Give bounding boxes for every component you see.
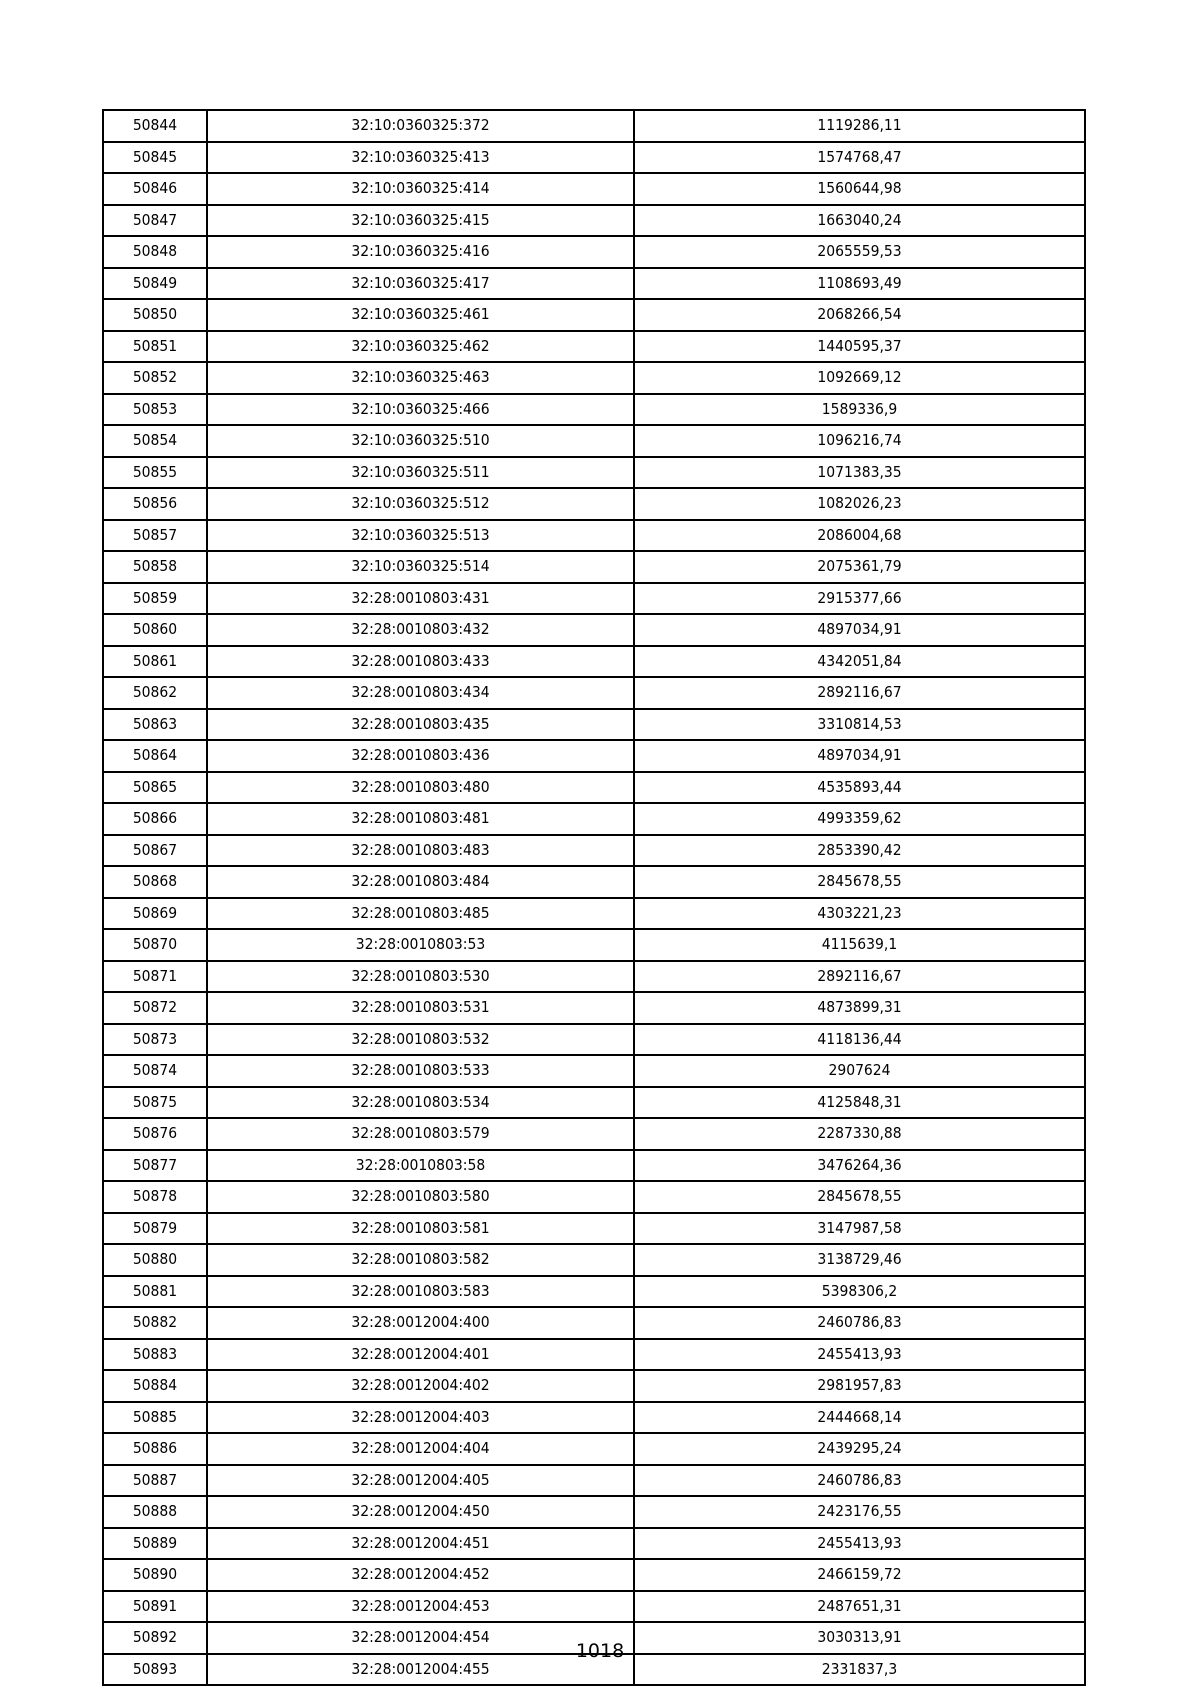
cadastral-number-cell: 32:28:0010803:433 [207, 646, 634, 678]
cadastral-number-cell: 32:10:0360325:463 [207, 362, 634, 394]
table-row [103, 173, 1085, 205]
cadastral-number-cell: 32:28:0010803:532 [207, 1024, 634, 1056]
cadastral-number-cell: 32:28:0010803:533 [207, 1055, 634, 1087]
value-cell: 2460786,83 [634, 1465, 1085, 1497]
table-row [103, 961, 1085, 993]
value-cell: 2907624 [634, 1055, 1085, 1087]
row-number-cell: 50866 [103, 803, 207, 835]
table-row [103, 772, 1085, 804]
value-cell: 4535893,44 [634, 772, 1085, 804]
row-number-cell: 50844 [103, 110, 207, 142]
cadastral-number-cell: 32:28:0012004:402 [207, 1370, 634, 1402]
value-cell: 4118136,44 [634, 1024, 1085, 1056]
cadastral-number-cell: 32:28:0012004:451 [207, 1528, 634, 1560]
table-row [103, 1087, 1085, 1119]
cadastral-number-cell: 32:28:0012004:453 [207, 1591, 634, 1623]
row-number-cell: 50890 [103, 1559, 207, 1591]
value-cell: 3138729,46 [634, 1244, 1085, 1276]
table-row [103, 1118, 1085, 1150]
value-cell: 2455413,93 [634, 1528, 1085, 1560]
value-cell: 2423176,55 [634, 1496, 1085, 1528]
table-row [103, 520, 1085, 552]
cadastral-number-cell: 32:10:0360325:372 [207, 110, 634, 142]
table-row [103, 1465, 1085, 1497]
row-number-cell: 50892 [103, 1622, 207, 1654]
cadastral-number-cell: 32:28:0010803:436 [207, 740, 634, 772]
cadastral-number-cell: 32:10:0360325:461 [207, 299, 634, 331]
table-row [103, 425, 1085, 457]
cadastral-number-cell: 32:28:0010803:581 [207, 1213, 634, 1245]
value-cell: 2892116,67 [634, 677, 1085, 709]
value-cell: 1589336,9 [634, 394, 1085, 426]
table-row [103, 299, 1085, 331]
table-row [103, 236, 1085, 268]
cadastral-number-cell: 32:10:0360325:510 [207, 425, 634, 457]
table-row [103, 142, 1085, 174]
cadastral-number-cell: 32:28:0010803:583 [207, 1276, 634, 1308]
table-body [103, 110, 1085, 1685]
value-cell: 2086004,68 [634, 520, 1085, 552]
value-cell: 4873899,31 [634, 992, 1085, 1024]
table-row [103, 614, 1085, 646]
table-row [103, 898, 1085, 930]
row-number-cell: 50863 [103, 709, 207, 741]
cadastral-number-cell: 32:10:0360325:513 [207, 520, 634, 552]
row-number-cell: 50845 [103, 142, 207, 174]
value-cell: 5398306,2 [634, 1276, 1085, 1308]
row-number-cell: 50848 [103, 236, 207, 268]
row-number-cell: 50877 [103, 1150, 207, 1182]
row-number-cell: 50849 [103, 268, 207, 300]
table-row [103, 1307, 1085, 1339]
row-number-cell: 50857 [103, 520, 207, 552]
table-row [103, 268, 1085, 300]
value-cell: 1092669,12 [634, 362, 1085, 394]
row-number-cell: 50873 [103, 1024, 207, 1056]
table-row [103, 331, 1085, 363]
cadastral-number-cell: 32:28:0010803:534 [207, 1087, 634, 1119]
row-number-cell: 50874 [103, 1055, 207, 1087]
cadastral-number-cell: 32:10:0360325:466 [207, 394, 634, 426]
cadastral-number-cell: 32:28:0010803:431 [207, 583, 634, 615]
cadastral-number-cell: 32:28:0012004:400 [207, 1307, 634, 1339]
cadastral-number-cell: 32:28:0010803:580 [207, 1181, 634, 1213]
table-row [103, 457, 1085, 489]
row-number-cell: 50880 [103, 1244, 207, 1276]
table-row [103, 929, 1085, 961]
row-number-cell: 50865 [103, 772, 207, 804]
row-number-cell: 50852 [103, 362, 207, 394]
row-number-cell: 50876 [103, 1118, 207, 1150]
row-number-cell: 50869 [103, 898, 207, 930]
value-cell: 2065559,53 [634, 236, 1085, 268]
cadastral-number-cell: 32:28:0010803:58 [207, 1150, 634, 1182]
table-row [103, 583, 1085, 615]
value-cell: 1108693,49 [634, 268, 1085, 300]
table-row [103, 709, 1085, 741]
table-row [103, 646, 1085, 678]
value-cell: 1082026,23 [634, 488, 1085, 520]
row-number-cell: 50850 [103, 299, 207, 331]
value-cell: 3310814,53 [634, 709, 1085, 741]
value-cell: 2845678,55 [634, 1181, 1085, 1213]
row-number-cell: 50855 [103, 457, 207, 489]
value-cell: 1574768,47 [634, 142, 1085, 174]
table-row [103, 1433, 1085, 1465]
cadastral-number-cell: 32:28:0010803:484 [207, 866, 634, 898]
value-cell: 4115639,1 [634, 929, 1085, 961]
cadastral-number-cell: 32:28:0010803:435 [207, 709, 634, 741]
value-cell: 1560644,98 [634, 173, 1085, 205]
table-row [103, 677, 1085, 709]
row-number-cell: 50885 [103, 1402, 207, 1434]
cadastral-number-cell: 32:10:0360325:462 [207, 331, 634, 363]
value-cell: 1119286,11 [634, 110, 1085, 142]
cadastral-number-cell: 32:28:0010803:485 [207, 898, 634, 930]
cadastral-number-cell: 32:28:0012004:454 [207, 1622, 634, 1654]
cadastral-number-cell: 32:10:0360325:413 [207, 142, 634, 174]
cadastral-number-cell: 32:10:0360325:512 [207, 488, 634, 520]
row-number-cell: 50887 [103, 1465, 207, 1497]
row-number-cell: 50881 [103, 1276, 207, 1308]
table-row [103, 1213, 1085, 1245]
cadastral-number-cell: 32:28:0012004:452 [207, 1559, 634, 1591]
row-number-cell: 50878 [103, 1181, 207, 1213]
cadastral-number-cell: 32:28:0010803:481 [207, 803, 634, 835]
cadastral-number-cell: 32:28:0010803:531 [207, 992, 634, 1024]
cadastral-number-cell: 32:10:0360325:415 [207, 205, 634, 237]
cadastral-number-cell: 32:28:0012004:405 [207, 1465, 634, 1497]
value-cell: 2892116,67 [634, 961, 1085, 993]
row-number-cell: 50886 [103, 1433, 207, 1465]
table-row [103, 1528, 1085, 1560]
cadastral-number-cell: 32:28:0012004:450 [207, 1496, 634, 1528]
table-row [103, 992, 1085, 1024]
value-cell: 3030313,91 [634, 1622, 1085, 1654]
table-row [103, 1024, 1085, 1056]
table-row [103, 1496, 1085, 1528]
value-cell: 1440595,37 [634, 331, 1085, 363]
table-row [103, 803, 1085, 835]
value-cell: 1071383,35 [634, 457, 1085, 489]
cadastral-number-cell: 32:28:0010803:582 [207, 1244, 634, 1276]
row-number-cell: 50858 [103, 551, 207, 583]
row-number-cell: 50871 [103, 961, 207, 993]
table-row [103, 740, 1085, 772]
row-number-cell: 50853 [103, 394, 207, 426]
table-row [103, 1055, 1085, 1087]
table-row [103, 110, 1085, 142]
row-number-cell: 50867 [103, 835, 207, 867]
table-row [103, 362, 1085, 394]
value-cell: 2460786,83 [634, 1307, 1085, 1339]
page-number: 1018 [575, 1640, 625, 1662]
row-number-cell: 50875 [103, 1087, 207, 1119]
cadastral-number-cell: 32:10:0360325:417 [207, 268, 634, 300]
table-row [103, 1559, 1085, 1591]
value-cell: 2981957,83 [634, 1370, 1085, 1402]
table-row [103, 1244, 1085, 1276]
table-row [103, 835, 1085, 867]
table-row [103, 1150, 1085, 1182]
row-number-cell: 50893 [103, 1654, 207, 1686]
cadastral-number-cell: 32:28:0010803:530 [207, 961, 634, 993]
table-row [103, 1591, 1085, 1623]
row-number-cell: 50884 [103, 1370, 207, 1402]
table-row [103, 1339, 1085, 1371]
row-number-cell: 50854 [103, 425, 207, 457]
cadastral-number-cell: 32:28:0012004:404 [207, 1433, 634, 1465]
table-row [103, 1370, 1085, 1402]
value-cell: 4897034,91 [634, 740, 1085, 772]
cadastral-number-cell: 32:28:0012004:455 [207, 1654, 634, 1686]
cadastral-number-cell: 32:10:0360325:414 [207, 173, 634, 205]
row-number-cell: 50861 [103, 646, 207, 678]
cadastral-value-table [102, 109, 1086, 1686]
row-number-cell: 50870 [103, 929, 207, 961]
table-row [103, 1276, 1085, 1308]
value-cell: 3476264,36 [634, 1150, 1085, 1182]
row-number-cell: 50883 [103, 1339, 207, 1371]
value-cell: 4125848,31 [634, 1087, 1085, 1119]
value-cell: 2487651,31 [634, 1591, 1085, 1623]
value-cell: 2444668,14 [634, 1402, 1085, 1434]
value-cell: 1096216,74 [634, 425, 1085, 457]
value-cell: 4897034,91 [634, 614, 1085, 646]
value-cell: 2331837,3 [634, 1654, 1085, 1686]
row-number-cell: 50847 [103, 205, 207, 237]
table-row [103, 866, 1085, 898]
table-row [103, 394, 1085, 426]
value-cell: 2466159,72 [634, 1559, 1085, 1591]
value-cell: 4993359,62 [634, 803, 1085, 835]
cadastral-number-cell: 32:28:0010803:432 [207, 614, 634, 646]
cadastral-number-cell: 32:28:0010803:483 [207, 835, 634, 867]
row-number-cell: 50851 [103, 331, 207, 363]
row-number-cell: 50889 [103, 1528, 207, 1560]
value-cell: 2853390,42 [634, 835, 1085, 867]
value-cell: 2075361,79 [634, 551, 1085, 583]
cadastral-number-cell: 32:10:0360325:514 [207, 551, 634, 583]
row-number-cell: 50891 [103, 1591, 207, 1623]
table-row [103, 1402, 1085, 1434]
value-cell: 2068266,54 [634, 299, 1085, 331]
value-cell: 4303221,23 [634, 898, 1085, 930]
cadastral-number-cell: 32:28:0012004:403 [207, 1402, 634, 1434]
table-row [103, 1181, 1085, 1213]
row-number-cell: 50879 [103, 1213, 207, 1245]
row-number-cell: 50859 [103, 583, 207, 615]
row-number-cell: 50864 [103, 740, 207, 772]
cadastral-number-cell: 32:28:0010803:434 [207, 677, 634, 709]
cadastral-number-cell: 32:28:0010803:579 [207, 1118, 634, 1150]
value-cell: 1663040,24 [634, 205, 1085, 237]
value-cell: 2439295,24 [634, 1433, 1085, 1465]
table-row [103, 205, 1085, 237]
row-number-cell: 50868 [103, 866, 207, 898]
cadastral-number-cell: 32:28:0012004:401 [207, 1339, 634, 1371]
row-number-cell: 50856 [103, 488, 207, 520]
row-number-cell: 50872 [103, 992, 207, 1024]
row-number-cell: 50888 [103, 1496, 207, 1528]
value-cell: 3147987,58 [634, 1213, 1085, 1245]
cadastral-number-cell: 32:10:0360325:511 [207, 457, 634, 489]
table-row [103, 488, 1085, 520]
row-number-cell: 50882 [103, 1307, 207, 1339]
cadastral-number-cell: 32:10:0360325:416 [207, 236, 634, 268]
cadastral-number-cell: 32:28:0010803:480 [207, 772, 634, 804]
value-cell: 4342051,84 [634, 646, 1085, 678]
table-row [103, 551, 1085, 583]
row-number-cell: 50846 [103, 173, 207, 205]
value-cell: 2845678,55 [634, 866, 1085, 898]
row-number-cell: 50862 [103, 677, 207, 709]
value-cell: 2915377,66 [634, 583, 1085, 615]
value-cell: 2287330,88 [634, 1118, 1085, 1150]
cadastral-number-cell: 32:28:0010803:53 [207, 929, 634, 961]
value-cell: 2455413,93 [634, 1339, 1085, 1371]
row-number-cell: 50860 [103, 614, 207, 646]
